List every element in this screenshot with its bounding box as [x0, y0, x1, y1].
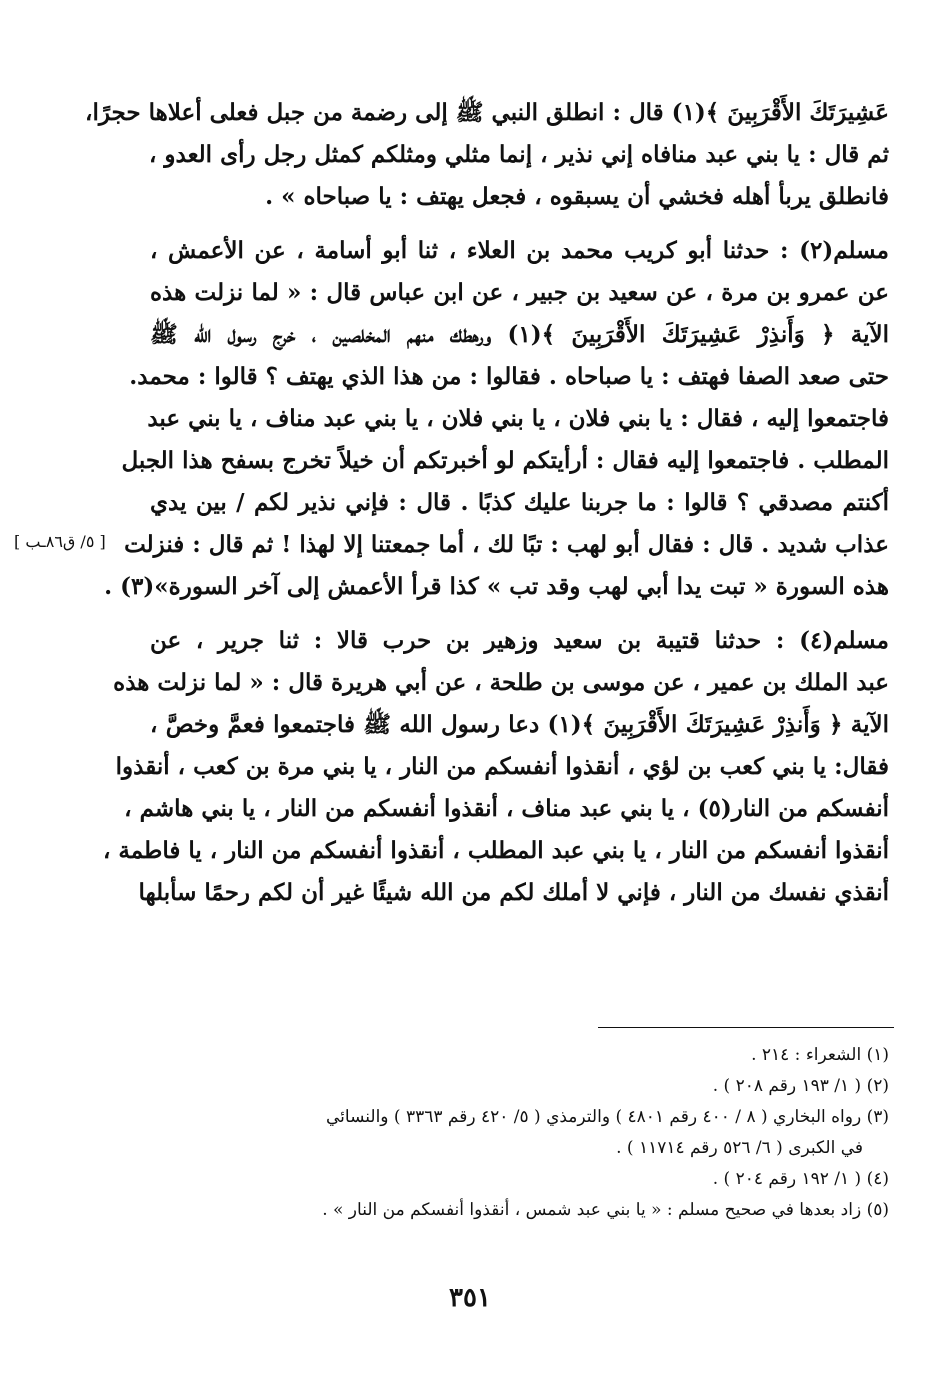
text-line: المطلب . فاجتمعوا إليه فقال : أرأيتكم لو أخبرتكم أن خيلاً تخرج بسفح هذا الجبل: [121, 447, 889, 474]
text-line: ثم قال : يا بني عبد منافاه إني نذير ، إنما مثلي ومثلكم كمثل رجل رأى العدو ،: [148, 141, 889, 168]
text-line: عبد الملك بن عمير ، عن موسى بن طلحة ، عن أبي هريرة قال : « لما نزلت هذه: [113, 669, 889, 696]
text-line: مسلم(٢) : حدثنا أبو كريب محمد بن العلاء ، ثنا أبو أسامة ، عن الأعمش ،: [150, 237, 889, 264]
text-line: فقال: يا بني كعب بن لؤي ، أنقذوا أنفسكم من النار ، يا بني مرة بن كعب ، أنقذوا: [115, 753, 889, 780]
footnote: (٥) زاد بعدها في صحيح مسلم : « يا بني عبد شمس ، أنقذوا أنفسكم من النار » .: [322, 1200, 889, 1220]
text-line: فانطلق يربأ أهله فخشي أن يسبقوه ، فجعل يهتف : يا صباحاه » .: [265, 183, 889, 210]
text-line: هذه السورة « تبت يدا أبي لهب وقد تب » كذا قرأ الأعمش إلى آخر السورة»(٣) .: [104, 573, 889, 600]
text-line: أكنتم مصدقي ؟ قالوا : ما جربنا عليك كذبًا . قال : فإني نذير لكم / بين يدي: [150, 489, 889, 516]
footnotes: [150, 1040, 889, 1226]
footnote-continuation: في الكبرى ( ٦/ ٥٢٦ رقم ١١٧١٤ ) .: [616, 1138, 863, 1158]
text-line: عن عمرو بن مرة ، عن سعيد بن جبير ، عن ابن عباس قال : « لما نزلت هذه: [150, 279, 889, 306]
footnote: (١) الشعراء : ٢١٤ .: [751, 1045, 889, 1065]
page-number: ٣٥١: [449, 1283, 491, 1313]
text-line: الآية ﴿ وَأَنذِرْ عَشِيرَتَكَ الأَقْرَبِينَ ﴾(١) دعا رسول الله ﷺ فاجتمعوا فعمَّ وخصَّ ،: [150, 711, 890, 738]
text-line: الآية ﴿ وَأَنذِرْ عَشِيرَتَكَ الأَقْرَبِينَ ﴾(١) ورهطك منهم المخلصين ، خرج رسول الله ﷺ: [150, 321, 890, 348]
text-line: أنقذي نفسك من النار ، فإني لا أملك لكم من الله شيئًا غير أن لكم رحمًا سأبلها: [138, 879, 889, 906]
paragraph-1: [85, 92, 889, 218]
manuscript-folio-note: [ ٥/ ق٨٦ـب ]: [14, 532, 106, 551]
text-line: فاجتمعوا إليه ، فقال : يا بني فلان ، يا بني فلان ، يا بني عبد مناف ، يا بني عبد: [147, 405, 889, 432]
main-text: [85, 92, 890, 914]
text-line: حتى صعد الصفا فهتف : يا صباحاه . فقالوا : من هذا الذي يهتف ؟ قالوا : محمد.: [129, 363, 889, 390]
text-line: مسلم(٤) : حدثنا قتيبة بن سعيد وزهير بن حرب قالا : ثنا جرير ، عن: [150, 627, 889, 654]
text-line: عذاب شديد . قال : فقال أبو لهب : تبًا لك ، أما جمعتنا إلا لهذا ! ثم قال : فنزلت: [124, 531, 889, 558]
text-line: عَشِيرَتَكَ الأَقْرَبِينَ ﴾(١) قال : انطلق النبي ﷺ إلى رضمة من جبل فعلى أعلاها حجرًا،: [85, 99, 889, 126]
footnote: (٤) ( ١/ ١٩٢ رقم ٢٠٤ ) .: [712, 1169, 889, 1189]
paragraph-3: [102, 620, 890, 914]
footnote: (٣) رواه البخاري ( ٨ / ٤٠٠ رقم ٤٨٠١ ) والترمذي ( ٥/ ٤٢٠ رقم ٣٣٦٣ ) والنسائي: [326, 1107, 889, 1127]
footnote-divider: [598, 1027, 894, 1028]
text-line: أنفسكم من النار(٥) ، يا بني عبد مناف ، أنقذوا أنفسكم من النار ، يا بني هاشم ،: [124, 795, 889, 822]
footnote: (٢) ( ١/ ١٩٣ رقم ٢٠٨ ) .: [712, 1076, 889, 1096]
paragraph-2: [104, 230, 890, 608]
text-line: أنقذوا أنفسكم من النار ، يا بني عبد المطلب ، أنقذوا أنفسكم من النار ، يا فاطمة ،: [102, 837, 889, 864]
